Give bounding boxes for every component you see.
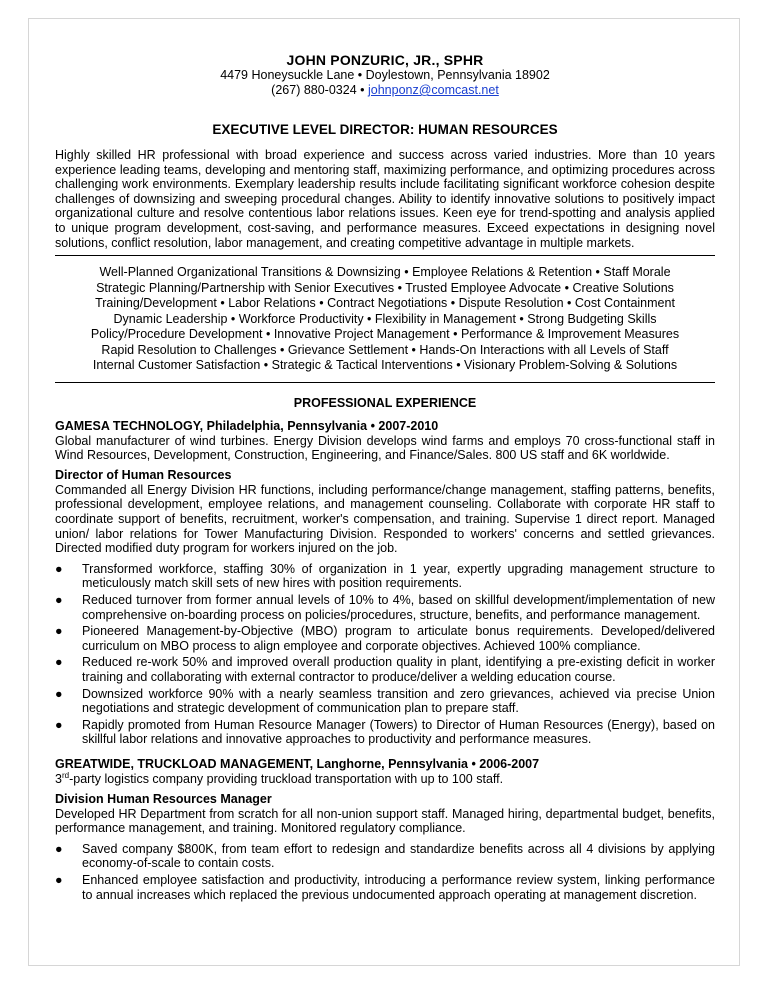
company-description-text: -party logistics company providing truckload transportation with up to 100 staff. xyxy=(69,771,504,786)
address-line: 4479 Honeysuckle Lane • Doylestown, Pennsylvania 18902 xyxy=(220,68,550,82)
company-heading: GREATWIDE, TRUCKLOAD MANAGEMENT, Langhorne, Pennsylvania • 2006-2007 xyxy=(55,756,540,771)
professional-summary: Highly skilled HR professional with broad experience and success across varied industries. More than 10 years experience leading teams, developing and mentoring staff, maximizing performance, and optimizing procedures across challenging work environments. Exemplary leadership results include facilitating significant workforce cohesion despite challenges of downsizing and sweeping procedural changes. Ability to identify innovative solutions to positively impact organizational culture and resolve contentious labor relations issues. Keen eye for trend-spotting and analysis applied to unique program development, cost-saving, and performance measures. Exceed expectations in designing novel solutions, conflict resolution, labor management, and creating competitive advantage in multiple markets. xyxy=(55,148,715,250)
bullet-icon: ● xyxy=(55,872,63,887)
divider xyxy=(55,382,715,383)
achievement-item xyxy=(55,562,715,591)
achievement-text: Pioneered Management-by-Objective (MBO) program to articulate bonus requirements. Developed/delivered curriculum on MBO process to align employee and corporate objectives. Achieved 100% compliance. xyxy=(82,624,715,653)
phone-number: (267) 880-0324 • xyxy=(271,83,368,97)
divider xyxy=(55,255,715,256)
achievement-item xyxy=(55,655,715,684)
achievement-text: Enhanced employee satisfaction and productivity, introducing a performance review system, linking performance to annual increases which replaced the previous undocumented approach operating at management discretion. xyxy=(82,872,715,902)
company-description xyxy=(55,772,715,787)
resume-content xyxy=(55,52,715,904)
resume-headline: EXECUTIVE LEVEL DIRECTOR: HUMAN RESOURCES xyxy=(212,122,558,137)
achievements-list xyxy=(55,842,715,902)
achievements-list xyxy=(55,562,715,747)
contact-line xyxy=(55,83,715,98)
job-entry xyxy=(55,419,715,747)
company-heading: GAMESA TECHNOLOGY, Philadelphia, Pennsylvania • 2007-2010 xyxy=(55,418,439,433)
achievement-text: Transformed workforce, staffing 30% of organization in 1 year, expertly upgrading management structure to meticulously match skill sets of new hires with position requirements. xyxy=(82,561,715,591)
achievement-text: Reduced turnover from former annual levels of 10% to 4%, based on skillful development/implementation of new comprehensive on-boarding process on policies/procedures, structure, benefits, and performance management. xyxy=(82,593,715,622)
skills-line: Policy/Procedure Development • Innovative Project Management • Performance & Improvement Measures xyxy=(90,327,680,342)
achievement-item xyxy=(55,593,715,622)
role-description: Developed HR Department from scratch for all non-union support staff. Managed hiring, departmental budget, benefits, performance management, and training. Monitored regulatory compliance. xyxy=(55,806,715,836)
company-description: Global manufacturer of wind turbines. Energy Division develops wind farms and employs 70 cross-functional staff in Wind Resources, Development, Construction, Engineering, and Finance/Sales. 800 US staff and 6K worldwide. xyxy=(55,433,715,463)
achievement-item xyxy=(55,718,715,747)
email-link[interactable]: johnponz@comcast.net xyxy=(367,83,499,97)
bullet-icon: ● xyxy=(55,717,63,732)
achievement-item xyxy=(55,624,715,653)
achievement-item xyxy=(55,842,715,871)
achievement-text: Downsized workforce 90% with a nearly seamless transition and zero grievances, achieved via precise Union negotiations and strategic development of communication plan to prepare staff. xyxy=(82,686,715,716)
bullet-icon: ● xyxy=(55,841,63,856)
bullet-icon: ● xyxy=(55,686,63,701)
job-entry xyxy=(55,757,715,902)
skills-line: Strategic Planning/Partnership with Senior Executives • Trusted Employee Advocate • Creative Solutions xyxy=(96,280,674,295)
achievement-item xyxy=(55,873,715,902)
job-title: Director of Human Resources xyxy=(55,467,232,482)
bullet-icon: ● xyxy=(55,624,63,639)
skills-line: Well-Planned Organizational Transitions & Downsizing • Employee Relations & Retention • Staff Morale xyxy=(99,265,671,280)
skills-line: Rapid Resolution to Challenges • Grievance Settlement • Hands-On Interactions with all Levels of Staff xyxy=(101,342,669,357)
ordinal-number: 3 xyxy=(55,771,62,786)
bullet-icon: ● xyxy=(55,593,63,607)
ordinal-suffix: rd xyxy=(61,770,70,780)
bullet-icon: ● xyxy=(55,655,63,670)
role-description: Commanded all Energy Division HR functions, including performance/change management, staffing patterns, benefits, professional development, employee relations, and management counseling. Collaborate with corporate HR staff to coordinate support of benefits, recruitment, worker's compensation, and training. Supervise 1 direct report. Managed union/ labor relations for Tower Manufacturing Division. Responded to workers' concerns and settled grievances. Directed modified duty program for workers injured on the job. xyxy=(55,482,715,556)
job-title: Division Human Resources Manager xyxy=(55,791,272,806)
skills-list xyxy=(55,265,715,374)
skills-line: Internal Customer Satisfaction • Strategic & Tactical Interventions • Visionary Problem-Solving & Solutions xyxy=(92,358,678,373)
achievement-text: Rapidly promoted from Human Resource Manager (Towers) to Director of Human Resources (Energy), based on skillful labor relations and innovative approaches to productivity and performance measures. xyxy=(82,717,715,747)
skills-line: Training/Development • Labor Relations • Contract Negotiations • Dispute Resolution • Cost Containment xyxy=(95,296,675,311)
candidate-name: JOHN PONZURIC, JR., SPHR xyxy=(286,52,484,68)
achievement-text: Saved company $800K, from team effort to redesign and standardize benefits across all 4 divisions by applying economy-of-scale to contain costs. xyxy=(82,841,715,871)
skills-line: Dynamic Leadership • Workforce Productivity • Flexibility in Management • Strong Budgeting Skills xyxy=(113,311,657,326)
bullet-icon: ● xyxy=(55,561,63,576)
experience-heading: PROFESSIONAL EXPERIENCE xyxy=(293,395,477,410)
achievement-text: Reduced re-work 50% and improved overall production quality in plant, identifying a pre-existing deficit in worker training and collaborating with external contractor to produce/deliver a welding education course. xyxy=(82,655,715,684)
achievement-item xyxy=(55,687,715,716)
